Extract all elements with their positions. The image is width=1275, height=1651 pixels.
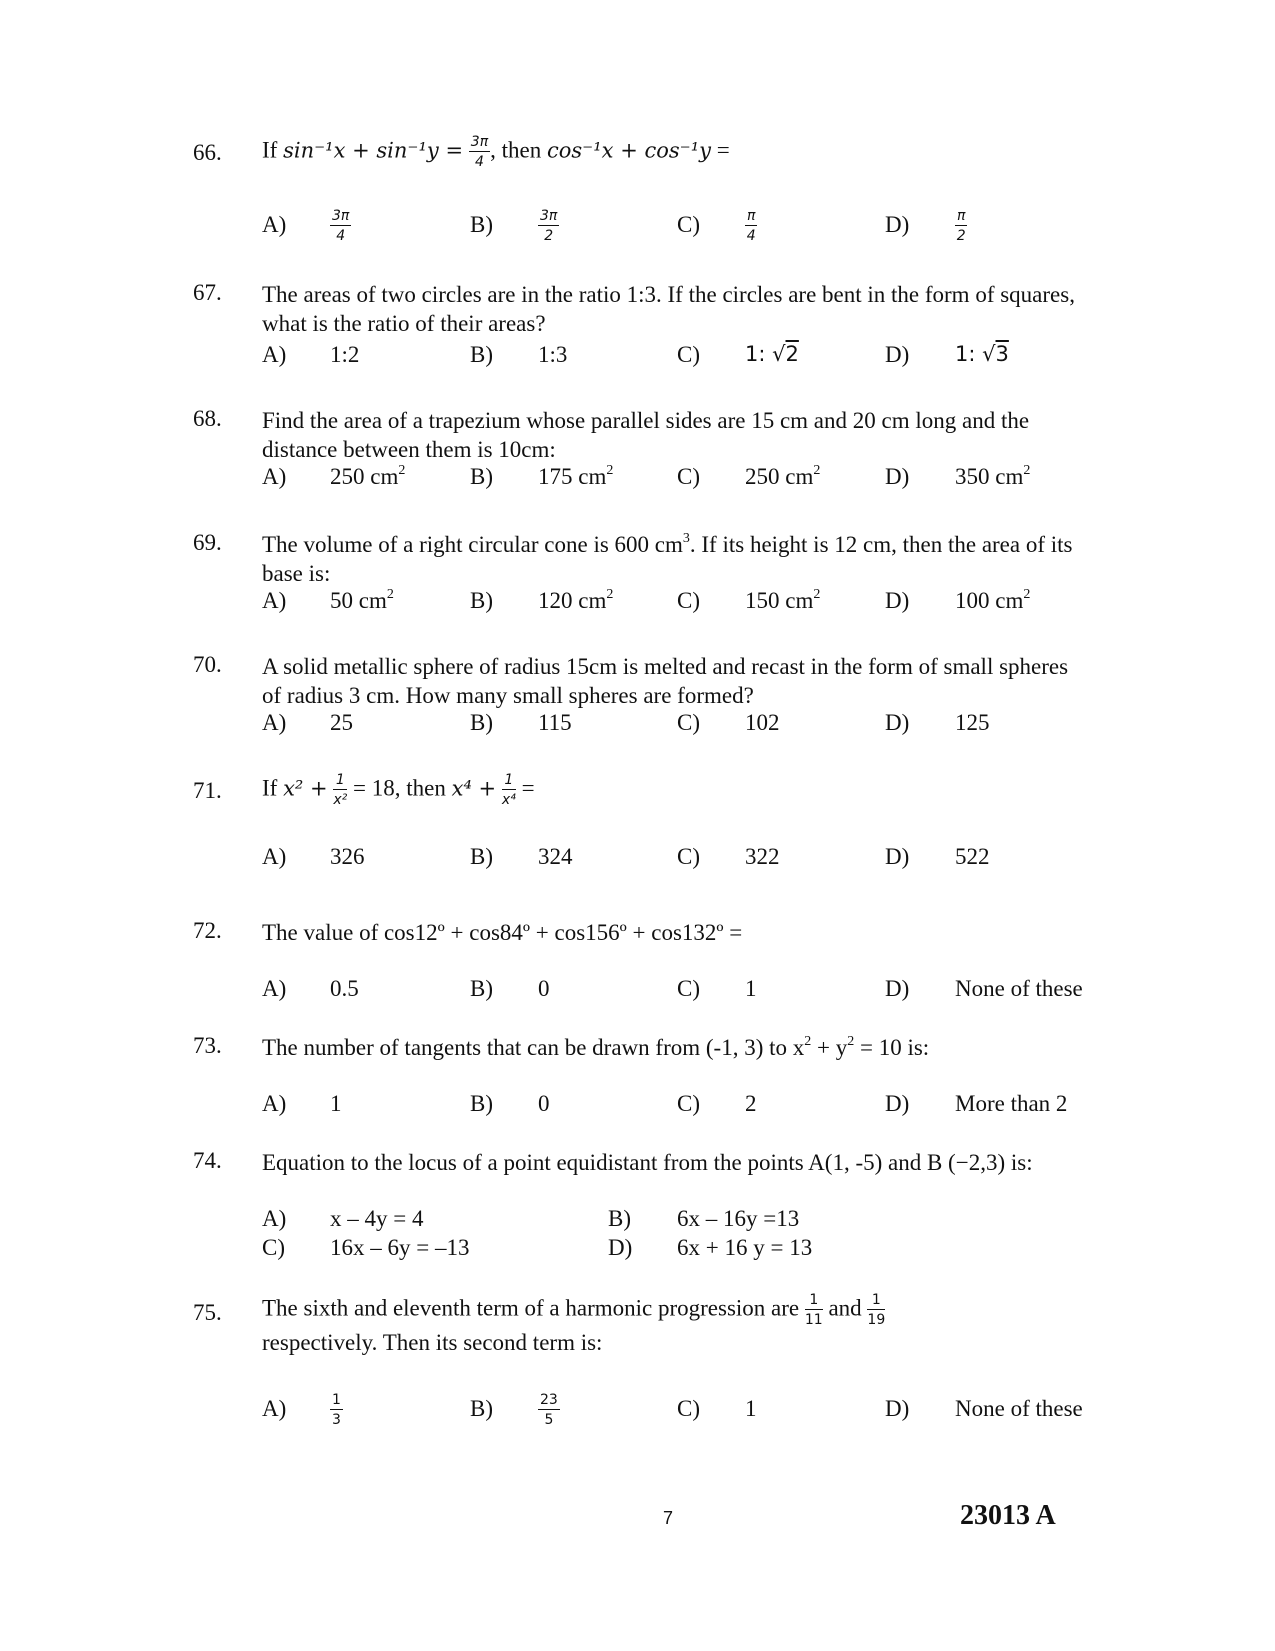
option-label[interactable]: A) [262, 212, 287, 237]
option-label[interactable]: B) [470, 1091, 493, 1116]
question-text: If x² + $\frac{1}{\text{x²}}$ = 18, then x⁴ + $\frac{1}{\text{x⁴}}$ = [262, 772, 535, 808]
option-label[interactable]: C) [677, 1091, 700, 1116]
option-value[interactable]: 350 $cm^2$ [955, 463, 1031, 489]
option-value[interactable]: 1:3 [538, 342, 568, 367]
option-value[interactable]: 100 $cm^2$ [955, 587, 1031, 613]
option-value[interactable]: 1: √2 [745, 342, 799, 366]
option-label[interactable]: A) [262, 1206, 287, 1231]
option-label[interactable]: D) [885, 588, 910, 613]
option-value[interactable]: $\frac{\pi}{4}$ [746, 208, 756, 244]
option-value[interactable]: None of these [955, 1396, 1083, 1421]
option-label[interactable]: A) [262, 1396, 287, 1421]
question-text: Find the area of a trapezium whose parallel sides are 15 cm and 20 cm long and the distance between them is 10cm: [262, 408, 1030, 462]
question-text: The value of cos12º + cos84º + cos156º + cos132º = [262, 920, 743, 945]
option-label[interactable]: B) [470, 342, 493, 367]
option-value[interactable]: 250 $cm^2$ [330, 463, 406, 489]
option-label[interactable]: A) [262, 844, 287, 869]
option-value[interactable]: 1 [330, 1091, 342, 1116]
option-value[interactable]: 250 $cm^2$ [745, 463, 821, 489]
option-value[interactable]: 326 [330, 844, 365, 869]
question-text: The number of tangents that can be drawn from (-1, 3) to $x^2 + y^2 = 10$ is: [262, 1034, 930, 1060]
option-label[interactable]: B) [470, 710, 493, 735]
option-label[interactable]: B) [470, 844, 493, 869]
option-value[interactable]: $\frac{3\pi}{4}$ [332, 208, 350, 244]
option-value[interactable]: 120 $cm^2$ [538, 587, 614, 613]
option-value[interactable]: None of these [955, 976, 1083, 1001]
option-value[interactable]: 1 [745, 1396, 757, 1421]
page-number: 7 [663, 1508, 674, 1528]
option-value[interactable]: $\frac{1}{3}$ [332, 1392, 341, 1428]
option-value[interactable]: 16x – 6y = –13 [330, 1235, 470, 1260]
option-value[interactable]: 324 [538, 844, 573, 869]
option-value[interactable]: $\frac{\pi}{2}$ [956, 208, 966, 244]
option-value[interactable]: $\frac{23}{5}$ [540, 1392, 558, 1428]
option-label[interactable]: A) [262, 588, 287, 613]
option-value[interactable]: 1 [745, 976, 757, 1001]
question-text: If sin⁻¹x + sin⁻¹y = $\frac{3\pi}{4}$ , then cos⁻¹x + cos⁻¹y = [262, 134, 730, 170]
option-label[interactable]: D) [885, 342, 910, 367]
option-value[interactable]: More than 2 [955, 1091, 1068, 1116]
option-label[interactable]: C) [262, 1235, 285, 1260]
option-value[interactable]: 50 $cm^2$ [330, 587, 394, 613]
option-label[interactable]: A) [262, 342, 287, 367]
option-label[interactable]: C) [677, 976, 700, 1001]
option-label[interactable]: B) [608, 1206, 631, 1231]
option-value[interactable]: 175 $cm^2$ [538, 463, 614, 489]
option-label[interactable]: A) [262, 464, 287, 489]
paper-code: 23013 A [960, 1500, 1056, 1531]
option-label[interactable]: C) [677, 464, 700, 489]
option-label[interactable]: D) [885, 1091, 910, 1116]
option-value[interactable]: 0.5 [330, 976, 359, 1001]
question-number: 70. [193, 652, 222, 677]
option-label[interactable]: D) [885, 464, 910, 489]
question-number: 69. [193, 530, 222, 555]
option-value[interactable]: 6x + 16 y = 13 [677, 1235, 813, 1260]
option-label[interactable]: C) [677, 342, 700, 367]
question-text: The areas of two circles are in the ratio 1:3. If the circles are bent in the form of squares, what is the ratio of their areas? [262, 282, 1075, 336]
option-label[interactable]: B) [470, 976, 493, 1001]
option-label[interactable]: D) [608, 1235, 633, 1260]
option-label[interactable]: D) [885, 1396, 910, 1421]
option-value[interactable]: 115 [538, 710, 572, 735]
option-label[interactable]: C) [677, 710, 700, 735]
option-label[interactable]: B) [470, 212, 493, 237]
option-label[interactable]: B) [470, 464, 493, 489]
option-value[interactable]: 2 [745, 1091, 757, 1116]
question-number: 75. [193, 1300, 222, 1325]
option-label[interactable]: D) [885, 844, 910, 869]
question-text: Equation to the locus of a point equidistant from the points A(1, -5) and B (−2,3) is: [262, 1150, 1033, 1175]
option-label[interactable]: B) [470, 1396, 493, 1421]
option-label[interactable]: D) [885, 976, 910, 1001]
option-value[interactable]: x – 4y = 4 [330, 1206, 424, 1231]
option-value[interactable]: 150 $cm^2$ [745, 587, 821, 613]
question-number: 74. [193, 1148, 222, 1173]
option-value[interactable]: 522 [955, 844, 990, 869]
option-value[interactable]: 6x – 16y =13 [677, 1206, 800, 1231]
question-number: 72. [193, 918, 222, 943]
option-label[interactable]: D) [885, 212, 910, 237]
question-number: 66. [193, 140, 222, 165]
question-number: 67. [193, 280, 222, 305]
option-label[interactable]: C) [677, 1396, 700, 1421]
question-number: 68. [193, 406, 222, 431]
option-value[interactable]: 0 [538, 976, 550, 1001]
option-value[interactable]: 125 [955, 710, 990, 735]
option-value[interactable]: 25 [330, 710, 353, 735]
option-label[interactable]: A) [262, 976, 287, 1001]
question-number: 73. [193, 1033, 222, 1058]
question-text: A solid metallic sphere of radius 15cm is melted and recast in the form of small spheres of radius 3 cm. How many small spheres are formed? [262, 654, 1069, 708]
option-label[interactable]: B) [470, 588, 493, 613]
option-label[interactable]: A) [262, 710, 287, 735]
option-value[interactable]: 1:2 [330, 342, 360, 367]
option-value[interactable]: 0 [538, 1091, 550, 1116]
option-label[interactable]: C) [677, 844, 700, 869]
option-label[interactable]: C) [677, 588, 700, 613]
option-label[interactable]: C) [677, 212, 700, 237]
option-value[interactable]: 322 [745, 844, 780, 869]
question-number: 71. [193, 778, 222, 803]
question-text: The volume of a right circular cone is 600 $cm^3$. If its height is 12 cm, then the area of its base is: [262, 531, 1073, 586]
option-label[interactable]: D) [885, 710, 910, 735]
question-text: The sixth and eleventh term of a harmonic progression are $\frac{1}{11}$ and $\frac{1}{19}$ respectively. Then its second term is: [262, 1292, 886, 1355]
option-value[interactable]: $\frac{3\pi}{2}$ [540, 208, 558, 244]
option-label[interactable]: A) [262, 1091, 287, 1116]
option-value[interactable]: 1: √3 [955, 342, 1009, 366]
option-value[interactable]: 102 [745, 710, 780, 735]
